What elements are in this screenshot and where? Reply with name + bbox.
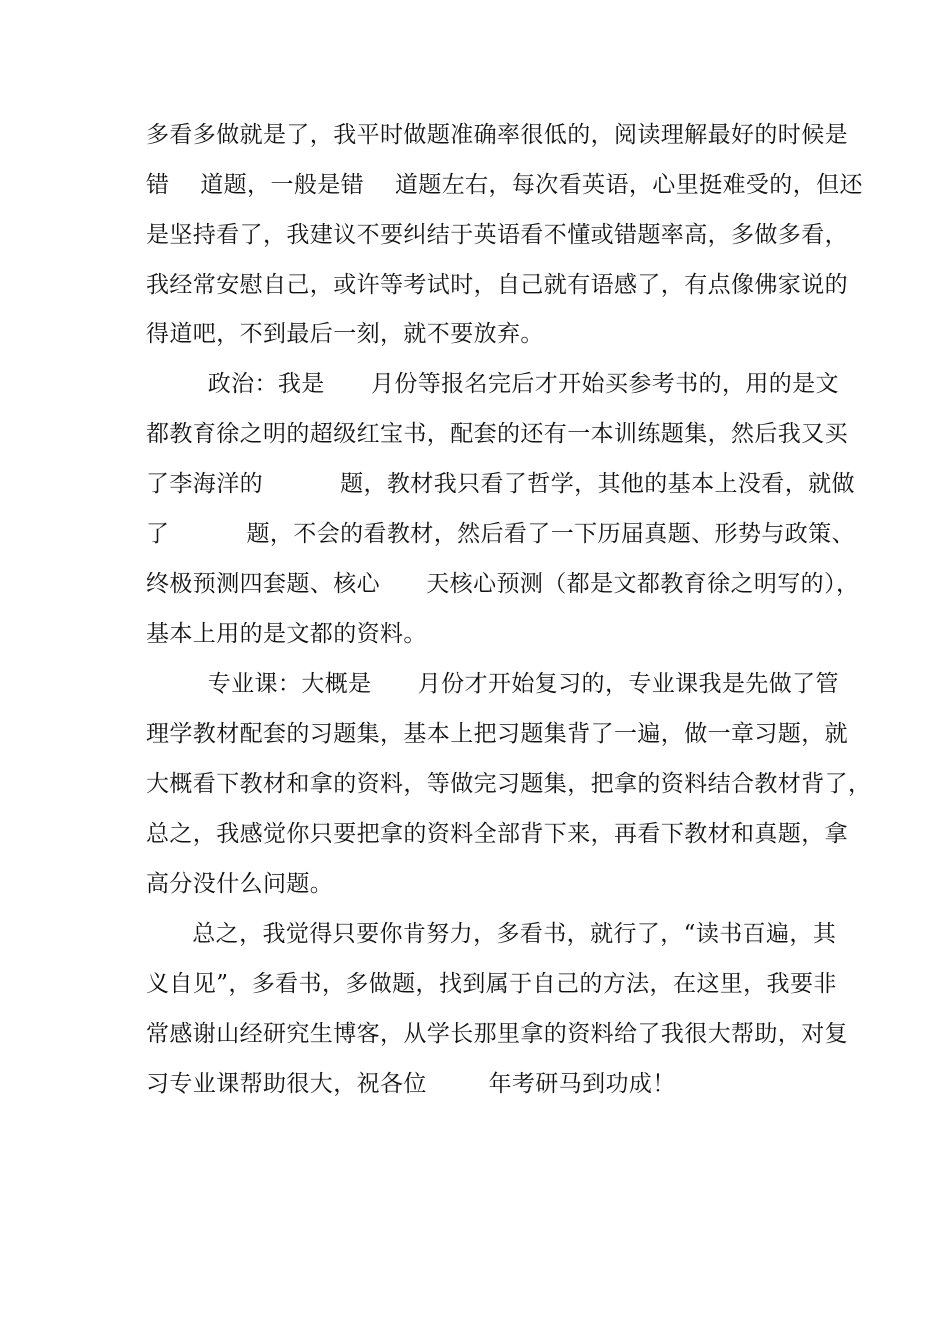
text-line: 习专业课帮助很大，祝各位 年考研马到功成！ — [146, 1071, 676, 1097]
text-line: 了李海洋的 题，教材我只看了哲学，其他的基本上没看，就做 — [146, 471, 855, 497]
text-line: 义自见”，多看书，多做题，找到属于自己的方法，在这里，我要非 — [146, 971, 837, 997]
text-line: 终极预测四套题、核心 天核心预测（都是文都教育徐之明写的）， — [146, 571, 860, 597]
text-line: 常感谢山经研究生博客，从学长那里拿的资料给了我很大帮助，对复 — [146, 1021, 848, 1047]
text-line: 了 题，不会的看教材，然后看了一下历届真题、形势与政策、 — [146, 521, 855, 547]
text-line: 大概看下教材和拿的资料，等做完习题集，把拿的资料结合教材背了， — [146, 771, 872, 797]
text-line: 我经常安慰自己，或许等考试时，自己就有语感了，有点像佛家说的 — [146, 272, 848, 298]
text-line: 高分没什么问题。 — [146, 871, 334, 897]
text-line: 多看多做就是了，我平时做题准确率很低的，阅读理解最好的时候是 — [146, 122, 848, 148]
text-line: 错 道题，一般是错 道题左右，每次看英语，心里挺难受的，但还 — [146, 172, 863, 198]
text-line: 理学教材配套的习题集，基本上把习题集背了一遍，做一章习题，就 — [146, 721, 848, 747]
text-line: 得道吧，不到最后一刻，就不要放弃。 — [146, 321, 544, 347]
text-line: 基本上用的是文都的资料。 — [146, 621, 427, 647]
text-line: 都教育徐之明的超级红宝书，配套的还有一本训练题集，然后我又买 — [146, 421, 848, 447]
text-line: 总之，我感觉你只要把拿的资料全部背下来，再看下教材和真题，拿 — [146, 821, 848, 847]
text-line: 政治：我是 月份等报名完后才开始买参考书的，用的是文 — [146, 371, 839, 397]
text-line: 总之，我觉得只要你肯努力，多看书，就行了，“读书百遍，其 — [146, 921, 837, 947]
text-line: 专业课：大概是 月份才开始复习的，专业课我是先做了管 — [146, 671, 839, 697]
text-line: 是坚持看了，我建议不要纠结于英语看不懂或错题率高，多做多看， — [146, 222, 848, 248]
